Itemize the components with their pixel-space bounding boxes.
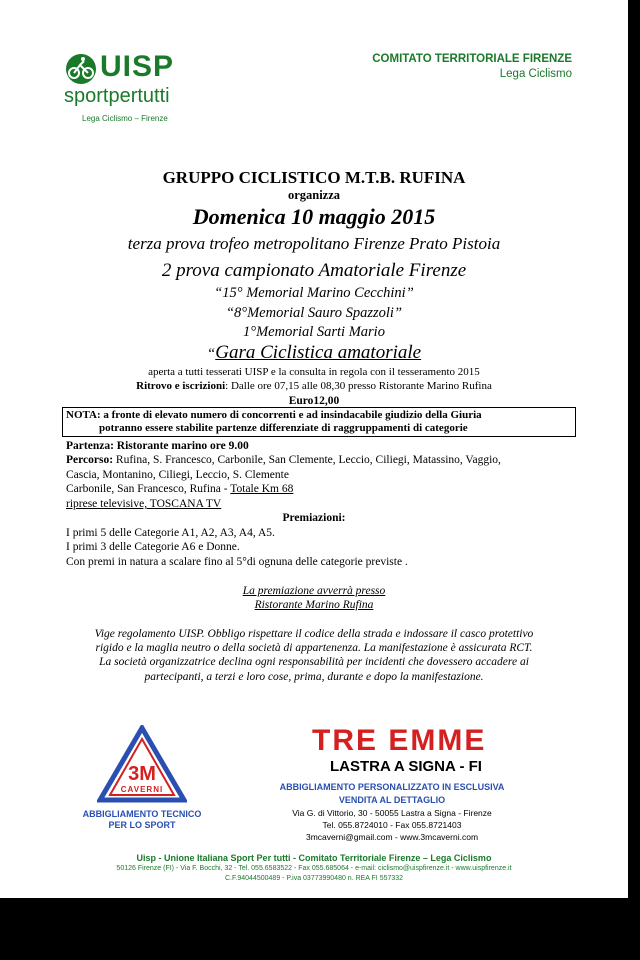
committee-title: COMITATO TERRITORIALE FIRENZE (372, 53, 572, 65)
route-line3 (66, 482, 293, 496)
entry-fee: Euro12,00 (288, 395, 340, 407)
footer-line3: C.F.94044500489 - P.iva 03773990480 n. REA FI 557332 (224, 875, 404, 882)
event-line2: 2 prova campionato Amatoriale Firenze (161, 260, 467, 281)
rules-line1: Vige regolamento UISP. Obbligo rispettare il codice della strada e indossare il casco protettivo (94, 628, 534, 640)
race-quote: “ (206, 346, 216, 362)
prizes-title: Premiazioni: (282, 512, 346, 524)
meet-label: Ritrovo e iscrizioni (136, 380, 226, 392)
memorial-1: “15° Memorial Marino Cecchini” (214, 285, 414, 301)
start-info: Partenza: Ristorante marino ore 9.00 (66, 440, 249, 452)
footer-line2: 50126 Firenze (FI) - Via F. Bocchi, 32 - Tel. 055.6583522 - Fax 055.685064 - e-mail: ciclismo@uispfirenze.it - www.uispfirenze.it (116, 865, 512, 872)
tv-coverage: riprese televisive, TOSCANA TV (66, 498, 222, 510)
sponsor-3m-caption2: PER LO SPORT (108, 820, 176, 830)
prize-venue2: Ristorante Marino Rufina (254, 599, 374, 611)
open-to: aperta a tutti tesserati UISP e la consulta in regola con il tesseramento 2015 (148, 366, 480, 378)
note-box (62, 407, 576, 437)
organizer: GRUPPO CICLISTICO M.T.B. RUFINA (162, 168, 466, 187)
event-line1: terza prova trofeo metropolitano Firenze Prato Pistoia (127, 234, 501, 253)
prize-venue1: La premiazione avverrà presso (242, 585, 386, 597)
race-title-line (0, 342, 628, 365)
tre-emme-place: LASTRA A SIGNA - FI (330, 758, 482, 775)
sponsor-3m-text: 3M (128, 763, 156, 785)
route-label: Percorso: (66, 454, 114, 466)
note-line2: potranno essere stabilite partenze differenziate di raggruppamenti di categorie (99, 422, 468, 434)
sponsor-3m-caption1: ABBIGLIAMENTO TECNICO (82, 809, 202, 819)
tre-emme-web: 3mcaverni@gmail.com - www.3mcaverni.com (305, 832, 479, 842)
tre-emme-desc1: ABBIGLIAMENTO PERSONALIZZATO IN ESCLUSIVA (279, 782, 505, 792)
event-date: Domenica 10 maggio 2015 (192, 204, 436, 229)
uisp-subtag: Lega Ciclismo – Firenze (82, 114, 168, 123)
rules-line3: La società organizzatrice declina ogni responsabilità per incidenti che dovessero accadere ai (99, 656, 529, 668)
memorial-2: “8°Memorial Sauro Spazzoli” (225, 305, 403, 321)
uisp-tagline: sportpertutti (64, 85, 170, 107)
uisp-logo (62, 50, 202, 130)
league-name: Lega Ciclismo (499, 68, 572, 80)
prizes-line1: I primi 5 delle Categorie A1, A2, A3, A4, A5. (66, 527, 275, 539)
uisp-brand: UISP (100, 50, 175, 83)
tre-emme-address: Via G. di Vittorio, 30 - 50055 Lastra a Signa - Firenze (292, 808, 492, 818)
cyclist-icon (62, 52, 100, 86)
prizes-line2: I primi 3 delle Categorie A6 e Donne. (66, 541, 240, 553)
rules-line2: rigido e la maglia neutro o della società di appartenenza. La manifestazione è assicurata RCT. (95, 642, 533, 654)
meet-line (0, 380, 628, 393)
note-line1: NOTA: a fronte di elevato numero di concorrenti e ad insindacabile giudizio della Giuria (66, 409, 482, 421)
tre-emme-phone: Tel. 055.8724010 - Fax 055.8721403 (322, 820, 462, 830)
route-text1: Rufina, S. Francesco, Carbonile, San Clemente, Leccio, Ciliegi, Matassino, Vaggio, (115, 454, 501, 466)
route-line1 (66, 453, 501, 467)
route-line2: Cascia, Montanino, Ciliegi, Leccio, S. Clemente (66, 469, 289, 481)
meet-text: : Dalle ore 07,15 alle 08,30 presso Ristorante Marino Rufina (225, 380, 492, 392)
tre-emme-desc2: VENDITA AL DETTAGLIO (338, 795, 446, 805)
tre-emme-name: TRE EMME (312, 724, 487, 757)
total-km: Totale Km 68 (230, 483, 294, 495)
prizes-line3: Con premi in natura a scalare fino al 5°di ognuna delle categorie previste . (66, 556, 408, 568)
organizes: organizza (287, 188, 341, 202)
footer-line1: Uisp - Unione Italiana Sport Per tutti - Comitato Territoriale Firenze – Lega Ciclismo (136, 853, 492, 863)
sponsor-3m-logo (68, 725, 218, 835)
route-text3: Carbonile, San Francesco, Rufina - (66, 483, 228, 495)
sponsor-3m-sub: CAVERNI (120, 785, 164, 794)
memorial-3: 1°Memorial Sarti Mario (243, 324, 385, 340)
rules-line4: partecipanti, a terzi e loro cose, prima, durante e dopo la manifestazione. (144, 671, 484, 683)
race-title: Gara Ciclistica amatoriale (215, 342, 422, 363)
